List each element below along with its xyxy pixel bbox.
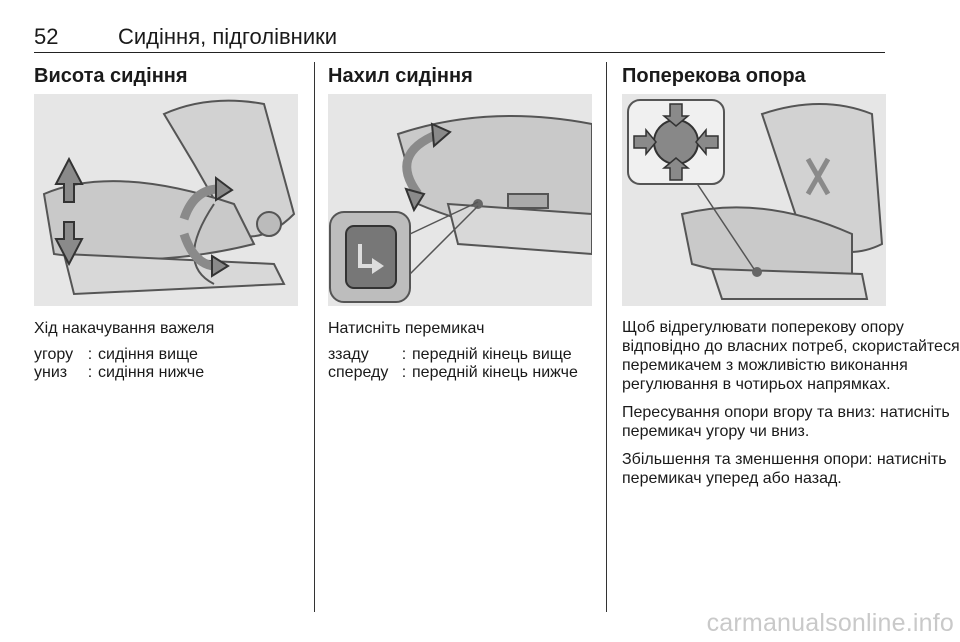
section-heading: Висота сидіння <box>34 65 188 87</box>
figure-caption: Натисніть перемикач <box>328 320 485 337</box>
definition-desc: сидіння нижче <box>98 364 205 381</box>
definition-desc: передній кінець нижче <box>412 364 578 381</box>
paragraph: Збільшення та зменшення опори: натисніть перемикач уперед або назад. <box>622 451 947 487</box>
definition-term: ззаду <box>328 346 369 363</box>
seat-tilt-illustration <box>328 94 592 306</box>
definition-separator: : <box>401 346 407 363</box>
definition-row <box>328 346 592 364</box>
lumbar-support-illustration <box>622 94 886 306</box>
definition-term: униз <box>34 364 68 381</box>
figure-caption: Хід накачування важеля <box>34 320 215 337</box>
definition-row <box>34 364 298 382</box>
definition-list <box>328 346 592 382</box>
page-header <box>34 22 885 53</box>
page-number: 52 <box>34 24 59 49</box>
lumbar-support-drawing <box>622 94 886 306</box>
definition-term: спереду <box>328 364 389 381</box>
paragraph: Пересування опори вгору та вниз: натисніть перемикач угору чи вниз. <box>622 404 950 440</box>
section-heading: Поперекова опора <box>622 65 806 87</box>
watermark-brand: carmanualsonline.info <box>706 609 954 637</box>
section-seat-height <box>34 62 298 382</box>
column-divider <box>314 62 315 612</box>
section-lumbar-support <box>622 62 960 497</box>
section-heading: Нахил сидіння <box>328 65 473 87</box>
definition-desc: сидіння вище <box>98 346 198 363</box>
seat-height-illustration <box>34 94 298 306</box>
paragraph: Щоб відрегулювати поперекову опору відповідно до власних потреб, скористайтеся перемикачем з можливістю виконання регулювання в чотирьох напрямках. <box>622 319 960 393</box>
page-title: Сидіння, підголівники <box>118 24 338 49</box>
definition-separator: : <box>401 364 407 381</box>
seat-height-drawing <box>34 94 298 306</box>
column-divider <box>606 62 607 612</box>
section-seat-tilt <box>328 62 592 382</box>
seat-tilt-drawing <box>328 94 592 306</box>
definition-separator: : <box>87 346 93 363</box>
definition-list <box>34 346 298 382</box>
lumbar-description <box>622 318 960 488</box>
definition-separator: : <box>87 364 93 381</box>
definition-row <box>34 346 298 364</box>
definition-term: угору <box>34 346 74 363</box>
definition-row <box>328 364 592 382</box>
definition-desc: передній кінець вище <box>412 346 572 363</box>
